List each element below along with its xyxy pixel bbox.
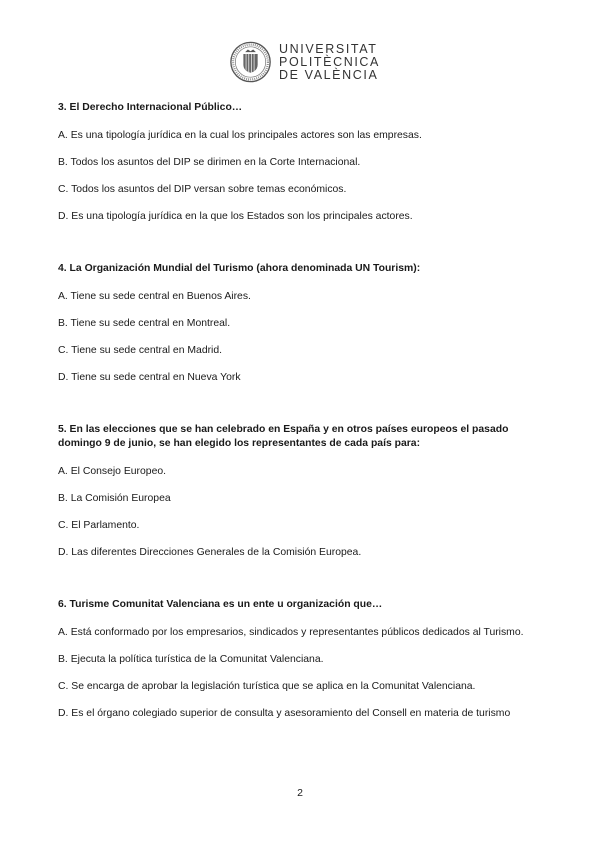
answer-option: C. Todos los asuntos del DIP versan sobre temas económicos. — [58, 184, 347, 195]
university-name — [279, 43, 380, 82]
answer-option: D. Es el órgano colegiado superior de consulta y asesoramiento del Consell en materia de turismo — [58, 708, 511, 719]
question-5 — [58, 423, 548, 559]
answer-option: A. Es una tipología jurídica en la cual los principales actores son las empresas. — [58, 130, 422, 141]
university-seal-icon — [230, 39, 271, 85]
answer-option: D. Las diferentes Direcciones Generales de la Comisión Europea. — [58, 547, 362, 558]
logo-line: POLITÈCNICA — [279, 54, 380, 69]
university-logo — [230, 38, 380, 86]
answer-option: C. Tiene su sede central en Madrid. — [58, 345, 223, 356]
answer-option: C. El Parlamento. — [58, 520, 140, 531]
answer-option: C. Se encarga de aprobar la legislación turística que se aplica en la Comunitat Valenciana. — [58, 681, 476, 692]
question-title: 4. La Organización Mundial del Turismo (ahora denominada UN Tourism): — [58, 263, 421, 274]
answer-option: A. Tiene su sede central en Buenos Aires. — [58, 291, 251, 302]
question-title: 6. Turisme Comunitat Valenciana es un ente u organización que… — [58, 599, 383, 610]
answer-option: A. El Consejo Europeo. — [58, 466, 167, 477]
answer-option: B. Todos los asuntos del DIP se dirimen en la Corte Internacional. — [58, 157, 361, 168]
answer-option: D. Es una tipología jurídica en la que los Estados son los principales actores. — [58, 211, 413, 222]
answer-option: B. Tiene su sede central en Montreal. — [58, 318, 231, 329]
logo-line: DE VALÈNCIA — [279, 67, 379, 82]
answer-option: A. Está conformado por los empresarios, sindicados y representantes públicos dedicados al Turismo. — [58, 627, 524, 638]
answer-option: B. Ejecuta la política turística de la Comunitat Valenciana. — [58, 654, 324, 665]
answer-option: B. La Comisión Europea — [58, 493, 171, 504]
logo-line: UNIVERSITAT — [279, 41, 378, 56]
answer-option: D. Tiene su sede central en Nueva York — [58, 372, 241, 383]
question-6 — [58, 598, 548, 720]
page-number: 2 — [297, 787, 303, 799]
question-4 — [58, 262, 548, 384]
question-3 — [58, 101, 548, 223]
question-title: 3. El Derecho Internacional Público… — [58, 102, 243, 113]
question-title: 5. En las elecciones que se han celebrado en España y en otros países europeos el pasado domingo 9 de junio, se han elegido los representantes de cada país para: — [58, 424, 509, 449]
